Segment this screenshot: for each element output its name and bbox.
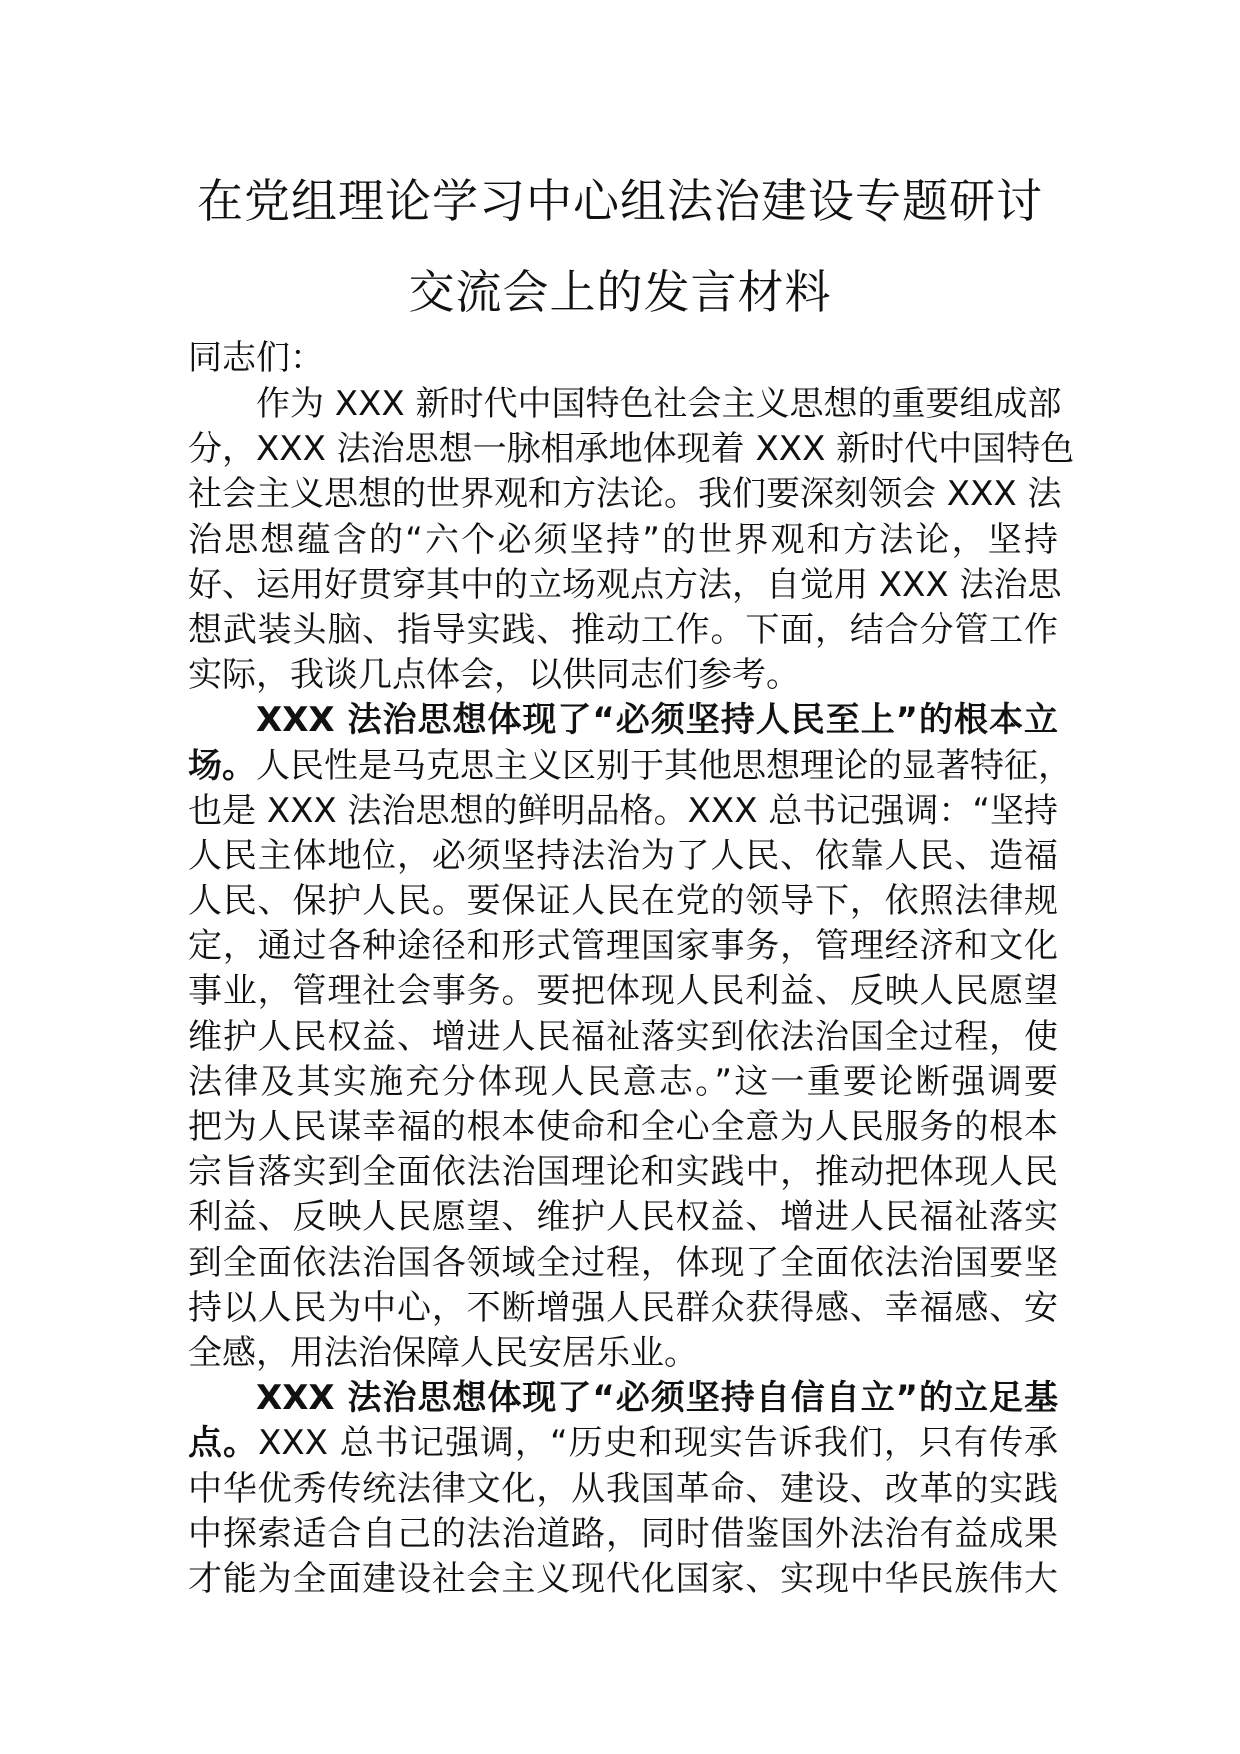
section-heading-text: 点。 [188,1423,259,1464]
salutation: 同志们： [188,338,324,378]
body-text-line [188,1286,1058,1331]
body-text-line [188,1467,1058,1512]
paragraph-text: 法律及其实施充分体现人民意志。”这一重要论断强调要 [188,1061,1058,1102]
body-text-line [188,744,1072,789]
paragraph-text: 持以人民为中心，不断增强人民群众获得感、幸福感、安 [188,1287,1058,1328]
document-body [188,382,1075,1602]
paragraph-text: 才能为全面建设社会主义现代化国家、实现中华民族伟大 [188,1558,1058,1599]
body-text-line [188,1105,1058,1150]
body-text-line [188,1376,1058,1421]
body-text-line [188,472,1062,517]
paragraph-text: 分，XXX 法治思想一脉相承地体现着 XXX 新时代中国特色 [188,429,1075,470]
paragraph-text: 中探索适合自己的法治道路，同时借鉴国外法治有益成果 [188,1513,1058,1554]
body-text-line [188,1512,1058,1557]
body-text-line [188,518,1058,563]
paragraph-text: 把为人民谋幸福的根本使命和全心全意为人民服务的根本 [188,1107,1058,1147]
paragraph-text: 实际，我谈几点体会，以供同志们参考。 [188,655,800,696]
paragraph-text: 也是 XXX 法治思想的鲜明品格。XXX 总书记强调：“坚持 [188,790,1058,831]
document-title-line-1: 在党组理论学习中心组法治建设专题研讨 [197,174,1043,228]
paragraph-text: 作为 XXX 新时代中国特色社会主义思想的重要组成部 [256,384,1062,424]
paragraph-text: 事业，管理社会事务。要把体现人民利益、反映人民愿望 [188,971,1058,1012]
paragraph-text: 人民主体地位，必须坚持法治为了人民、依靠人民、造福 [188,835,1058,876]
body-text-line [188,653,1058,698]
section-heading-text: 场。 [188,745,256,786]
body-text-line [188,1557,1058,1602]
paragraph-text: XXX 总书记强调，“历史和现实告诉我们，只有传承 [258,1423,1059,1464]
body-text-line [188,1150,1058,1195]
paragraph-text: 社会主义思想的世界观和方法论。我们要深刻领会 XXX 法 [188,474,1062,515]
body-text-line [188,382,1062,427]
paragraph-text: 好、运用好贯穿其中的立场观点方法，自觉用 XXX 法治思 [188,564,1062,605]
paragraph-text: 中华优秀传统法律文化，从我国革命、建设、改革的实践 [188,1468,1058,1509]
paragraph-text: 宗旨落实到全面依法治国理论和实践中，推动把体现人民 [188,1152,1058,1193]
paragraph-text: 治思想蕴含的“六个必须坚持”的世界观和方法论，坚持 [188,519,1058,560]
body-text-line [188,924,1058,969]
section-heading-text: XXX 法治思想体现了“必须坚持人民至上”的根本立 [256,700,1058,741]
body-text-line [188,969,1058,1014]
body-text-line [188,1195,1058,1240]
body-text-line [188,1015,1058,1060]
body-text-line [188,563,1062,608]
body-text-line [188,1241,1058,1286]
body-text-line [188,1421,1058,1466]
body-text-line [188,1060,1058,1105]
paragraph-text: 维护人民权益、增进人民福祉落实到依法治国全过程，使 [188,1016,1058,1057]
body-text-line [188,879,1058,924]
body-text-line [188,698,1058,743]
body-text-line [188,789,1058,834]
body-text-line [188,1331,1058,1376]
paragraph-text: 人民性是马克思主义区别于其他思想理论的显著特征， [256,745,1072,786]
paragraph-text: 全感，用法治保障人民安居乐业。 [188,1332,698,1373]
body-text-line [188,608,1058,653]
paragraph-text: 利益、反映人民愿望、维护人民权益、增进人民福祉落实 [188,1197,1058,1238]
section-heading-text: XXX 法治思想体现了“必须坚持自信自立”的立足基 [256,1378,1058,1419]
body-text-line [188,427,1075,472]
paragraph-text: 到全面依法治国各领域全过程，体现了全面依法治国要坚 [188,1242,1058,1283]
paragraph-text: 定，通过各种途径和形式管理国家事务，管理经济和文化 [188,926,1058,967]
body-text-line [188,834,1058,879]
paragraph-text: 想武装头脑、指导实践、推动工作。下面，结合分管工作 [188,609,1058,650]
paragraph-text: 人民、保护人民。要保证人民在党的领导下，依照法律规 [188,881,1058,922]
document-title-line-2: 交流会上的发言材料 [408,265,832,319]
